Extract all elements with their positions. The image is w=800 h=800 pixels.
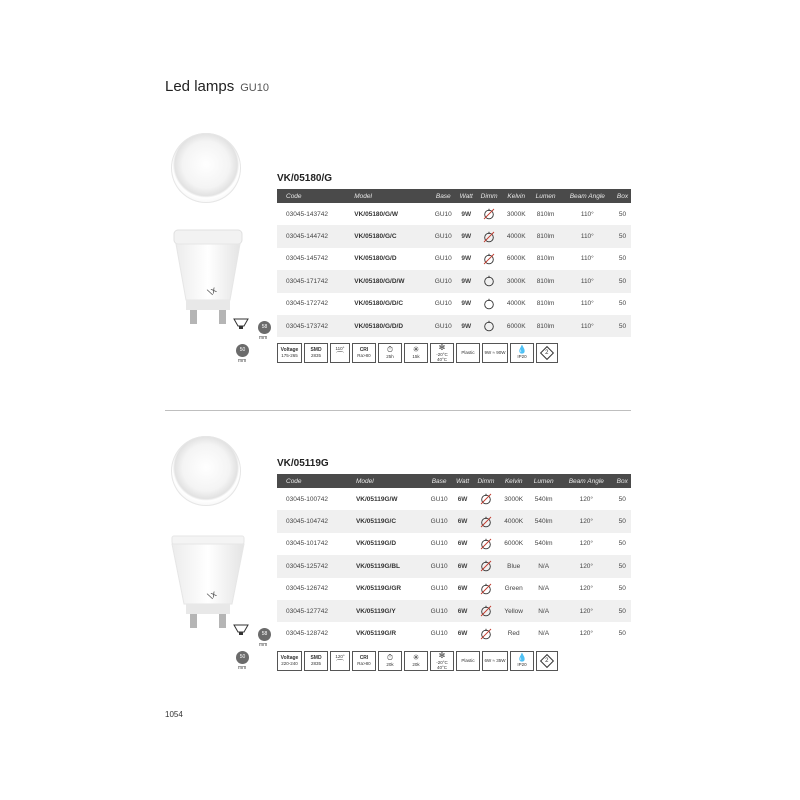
cell-lumen: N/A — [538, 630, 550, 638]
cell-dimm — [473, 555, 499, 577]
table-row — [277, 315, 631, 337]
not-dimmable-icon — [480, 605, 492, 617]
cell-beam-angle: 120° — [579, 630, 594, 638]
cri-icon: CRI Ra>80 — [352, 343, 376, 363]
cell-box: 50 — [614, 315, 631, 337]
cell-lumen: 810lm — [530, 270, 560, 292]
cell-model: VK/05119G/BL — [356, 555, 426, 577]
cell-base: GU10 — [430, 495, 448, 503]
col-dimm: Dimm — [476, 189, 502, 203]
cell-watt: 6W — [452, 555, 473, 577]
diameter-unit: mm — [238, 358, 247, 364]
cell-box: 50 — [618, 300, 627, 308]
equivalent-icon: 9W ≈ 90W — [482, 343, 508, 363]
cell-watt: 9W — [456, 225, 476, 247]
table-row — [277, 622, 631, 644]
not-dimmable-icon — [480, 560, 492, 572]
cell-dimm — [473, 510, 499, 532]
material-icon: Plastic — [456, 651, 480, 671]
col-dimm: Dimm — [473, 474, 499, 488]
feature-icon-strip — [277, 651, 560, 671]
width-unit: mm — [259, 642, 268, 648]
cell-kelvin: 6000K — [506, 255, 526, 263]
cell-box: 50 — [614, 225, 631, 247]
svg-text:\x: \x — [206, 285, 219, 299]
cell-model: VK/05180/G/D/C — [354, 300, 404, 308]
col-code: Code — [277, 189, 354, 203]
cell-model: VK/05119G/R — [355, 630, 397, 638]
switch-cycles-icon: ✳ 20k — [404, 651, 428, 671]
cell-lumen: N/A — [538, 585, 550, 593]
cell-model: VK/05180/G/C — [354, 225, 430, 247]
cell-beam-angle: 120° — [579, 540, 594, 548]
cell-dimm — [473, 622, 499, 644]
ip-rating-icon: 💧 IP20 — [510, 651, 534, 671]
cell-beam-angle: 110° — [580, 300, 594, 308]
temperature-icon: ✻ -20°C 40°C — [430, 651, 454, 671]
cell-kelvin: 3000K — [504, 495, 524, 503]
ip-rating-icon: 💧 IP20 — [510, 343, 534, 363]
diameter-unit: mm — [238, 665, 247, 671]
lifetime-icon: ⏱ 20k — [378, 651, 402, 671]
cell-lumen: 810lm — [536, 210, 555, 218]
width-badge: 58 — [258, 628, 271, 641]
cell-model: VK/05119G/D — [355, 540, 397, 548]
not-dimmable-icon — [480, 538, 492, 550]
cell-kelvin: Blue — [499, 555, 528, 577]
cell-code: 03045-125742 — [277, 555, 356, 577]
cell-kelvin: 6000K — [502, 315, 531, 337]
cell-base: GU10 — [426, 510, 452, 532]
col-box: Box — [614, 474, 631, 488]
cell-watt: 9W — [461, 255, 472, 263]
lamp-side-image — [168, 526, 258, 636]
col-lumen: Lumen — [528, 474, 559, 488]
col-model: Model — [354, 189, 430, 203]
col-base: Base — [430, 189, 456, 203]
cell-dimm — [476, 293, 502, 315]
cell-model: VK/05180/G/D — [354, 255, 397, 263]
material-icon: Plastic — [456, 343, 480, 363]
not-dimmable-icon — [480, 628, 492, 640]
col-kelvin: Kelvin — [502, 189, 531, 203]
cell-dimm — [473, 600, 499, 622]
col-kelvin: Kelvin — [499, 474, 528, 488]
col-watt: Watt — [456, 189, 476, 203]
cell-watt: 9W — [461, 300, 472, 308]
col-model: Model — [356, 474, 426, 488]
cell-kelvin: 4000K — [506, 300, 526, 308]
col-lumen: Lumen — [530, 189, 560, 203]
cell-beam-angle: 120° — [559, 555, 614, 577]
cell-base: GU10 — [434, 255, 452, 263]
cell-lumen: 540lm — [534, 540, 553, 548]
cell-code: 03045-100742 — [286, 495, 328, 503]
cell-beam-angle: 120° — [579, 585, 594, 593]
cell-box: 50 — [614, 510, 631, 532]
lifetime-icon: ⏱ 25h — [378, 343, 402, 363]
cell-box: 50 — [618, 585, 626, 593]
cell-beam-angle: 110° — [561, 315, 614, 337]
cell-watt: 6W — [457, 495, 468, 503]
model-title: VK/05119G — [277, 458, 329, 469]
cell-code: 03045-101742 — [286, 540, 328, 548]
cell-base: GU10 — [426, 600, 452, 622]
not-dimmable-icon — [480, 516, 492, 528]
cell-box: 50 — [614, 600, 631, 622]
table-row — [277, 488, 631, 510]
cell-watt: 6W — [452, 510, 473, 532]
cell-code: 03045-143742 — [286, 210, 328, 218]
cell-model: VK/05180/G/W — [354, 210, 398, 218]
cell-kelvin: 4000K — [499, 510, 528, 532]
cell-box: 50 — [614, 555, 631, 577]
cell-box: 50 — [618, 630, 626, 638]
cell-base: GU10 — [430, 540, 448, 548]
cell-beam-angle: 110° — [580, 210, 594, 218]
table-row — [277, 555, 631, 577]
cell-beam-angle: 110° — [561, 270, 614, 292]
cell-lumen: 810lm — [536, 255, 555, 263]
cell-model: VK/05119G/GR — [355, 585, 402, 593]
cell-beam-angle: 110° — [561, 225, 614, 247]
table-row — [277, 533, 631, 555]
cell-code: 03045-104742 — [277, 510, 356, 532]
cell-code: 03045-173742 — [277, 315, 354, 337]
table-row — [277, 293, 631, 315]
cell-dimm — [473, 578, 499, 600]
page-title-text: Led lamps — [165, 78, 235, 95]
dimmable-icon — [483, 320, 495, 332]
beam-angle-icon — [233, 318, 249, 330]
cell-code: 03045-144742 — [277, 225, 354, 247]
beam-angle-icon — [233, 624, 249, 636]
cri-icon: CRI Ra>80 — [352, 651, 376, 671]
cell-lumen: N/A — [528, 555, 559, 577]
cell-watt: 9W — [456, 270, 476, 292]
table-row — [277, 578, 631, 600]
cell-code: 03045-128742 — [286, 630, 328, 638]
lamp-front-image — [171, 436, 241, 506]
cell-model: VK/05119G/Y — [356, 600, 426, 622]
cell-lumen: 810lm — [530, 315, 560, 337]
diameter-badge: 50 — [236, 344, 249, 357]
cell-code: 03045-127742 — [277, 600, 356, 622]
cell-box: 50 — [618, 540, 626, 548]
width-badge: 58 — [258, 321, 271, 334]
col-beam-angle: Beam Angle — [559, 474, 614, 488]
cell-box: 50 — [618, 255, 627, 263]
cell-dimm — [473, 533, 499, 555]
not-dimmable-icon — [480, 493, 492, 505]
cell-beam-angle: 120° — [579, 495, 594, 503]
smd-icon: SMD 2835 — [304, 343, 328, 363]
cell-base: GU10 — [434, 300, 452, 308]
cell-watt: 6W — [457, 585, 468, 593]
cell-base: GU10 — [434, 210, 452, 218]
cell-kelvin: 3000K — [502, 270, 531, 292]
voltage-icon: Voltage 220-240 — [277, 651, 302, 671]
not-dimmable-icon — [480, 583, 492, 595]
diameter-badge: 50 — [236, 651, 249, 664]
cell-code: 03045-145742 — [286, 255, 328, 263]
col-box: Box — [614, 189, 631, 203]
cell-base: GU10 — [426, 555, 452, 577]
cell-base: GU10 — [430, 585, 448, 593]
dimmable-icon — [483, 298, 495, 310]
cell-box: 50 — [614, 270, 631, 292]
voltage-icon: Voltage 175-265 — [277, 343, 302, 363]
cell-model: VK/05119G/W — [355, 495, 398, 503]
cell-watt: 9W — [461, 210, 472, 218]
table-row — [277, 510, 631, 532]
cell-lumen: N/A — [528, 600, 559, 622]
col-code: Code — [277, 474, 356, 488]
table-header — [277, 474, 631, 488]
cell-model: VK/05119G/C — [356, 510, 426, 532]
cell-base: GU10 — [430, 315, 456, 337]
switch-cycles-icon: ✳ 15k — [404, 343, 428, 363]
cell-watt: 6W — [452, 600, 473, 622]
width-unit: mm — [259, 335, 268, 341]
cell-box: 50 — [618, 210, 627, 218]
col-beam-angle: Beam Angle — [561, 189, 614, 203]
cell-lumen: 810lm — [536, 300, 555, 308]
cell-lumen: 810lm — [530, 225, 560, 247]
cell-kelvin: 4000K — [502, 225, 531, 247]
page-subtitle: GU10 — [240, 82, 269, 94]
cell-lumen: 540lm — [528, 510, 559, 532]
cell-base: GU10 — [430, 225, 456, 247]
angle-icon: 110° ⌒ — [330, 343, 350, 363]
cell-lumen: 540lm — [534, 495, 553, 503]
warranty-icon: 2 — [536, 651, 558, 671]
svg-text:\x: \x — [206, 589, 219, 603]
cell-kelvin: Red — [507, 630, 520, 638]
cell-kelvin: Yellow — [499, 600, 528, 622]
col-base: Base — [426, 474, 452, 488]
cell-code: 03045-126742 — [286, 585, 328, 593]
table-row — [277, 600, 631, 622]
cell-watt: 9W — [456, 315, 476, 337]
feature-icon-strip — [277, 343, 560, 363]
cell-box: 50 — [618, 495, 626, 503]
model-title: VK/05180/G — [277, 173, 333, 184]
col-watt: Watt — [452, 474, 473, 488]
cell-model: VK/05180/G/D/W — [354, 270, 430, 292]
cell-model: VK/05180/G/D/D — [354, 315, 430, 337]
cell-beam-angle: 120° — [559, 510, 614, 532]
cell-code: 03045-172742 — [286, 300, 328, 308]
section-divider — [165, 410, 631, 411]
cell-kelvin: 6000K — [504, 540, 524, 548]
page-number: 1054 — [165, 710, 183, 719]
cell-watt: 6W — [457, 630, 468, 638]
cell-beam-angle: 120° — [559, 600, 614, 622]
cell-beam-angle: 110° — [580, 255, 594, 263]
spec-table — [277, 474, 631, 645]
angle-icon: 120° ⌒ — [330, 651, 350, 671]
cell-kelvin: Green — [504, 585, 523, 593]
temperature-icon: ✻ -20°C 40°C — [430, 343, 454, 363]
warranty-icon: 2 — [536, 343, 558, 363]
cell-kelvin: 3000K — [506, 210, 526, 218]
cell-base: GU10 — [430, 630, 448, 638]
cell-dimm — [476, 315, 502, 337]
cell-dimm — [473, 488, 499, 510]
cell-watt: 6W — [457, 540, 468, 548]
cell-base: GU10 — [430, 270, 456, 292]
smd-icon: SMD 2835 — [304, 651, 328, 671]
equivalent-icon: 6W ≈ 35W — [482, 651, 508, 671]
cell-code: 03045-171742 — [277, 270, 354, 292]
